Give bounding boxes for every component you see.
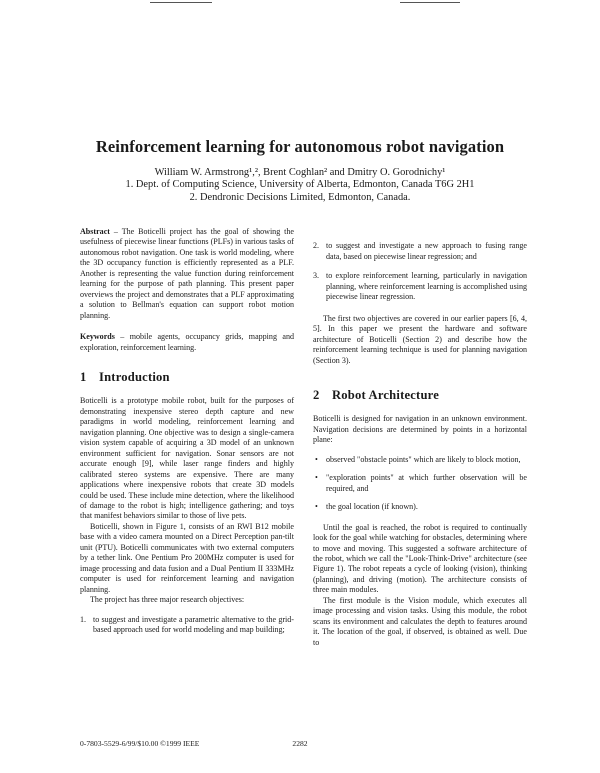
objective-text: to suggest and investigate a new approach to fusing range data, based on piecewise linear regression; and: [326, 241, 527, 261]
intro-paragraph-1: Boticelli is a prototype mobile robot, built for the purposes of demonstrating inexpensive stereo depth capture and new paradigms in world modeling, reinforcement learning and navigation planning. One objective was to design a single-camera vision system capable of acquiring a 3D model of an unknown environment sufficient for navigation. Sonar sensors are not accurate enough [9], while laser range finders and highly calibrated stereo systems are expensive. There are many applications where inexpensive robots that create 3D models could be used. These include mine detection, where the likelihood of damage to the robot is high; intelligence gathering; and toys that manifest behaviors similar to those of live pets.: [80, 396, 294, 521]
objective-number: 2.: [313, 241, 320, 251]
keywords-label: Keywords: [80, 332, 115, 342]
objective-number: 3.: [313, 271, 320, 281]
objective-number: 1.: [80, 614, 87, 624]
section-title: Robot Architecture: [332, 387, 440, 402]
objective-text: to explore reinforcement learning, particularly in navigation planning, where reinforcement learning is accomplished using piecewise linear regression.: [326, 271, 527, 302]
top-rule-left: [150, 2, 212, 3]
bullet-text: "exploration points" at which further observation will be required, and: [326, 473, 527, 493]
bullet-item: [313, 473, 527, 494]
top-rule-right: [400, 2, 460, 3]
abstract: [80, 227, 294, 321]
abstract-text: – The Boticelli project has the goal of showing the usefulness of piecewise linear functions (PLFs) in various tasks of autonomous robot navigation. One task is world modeling, where the 3D occupancy function is efficiently represented as a PLF. Another is representing the value function during reinforcement learning for the purpose of path planning. This present paper overviews the project and demonstrates that a PLF approximating a solution to Bellman's equation can support robot motion planning.: [80, 227, 294, 320]
objective-item: [80, 615, 294, 636]
right-column: [313, 225, 527, 648]
intro-paragraph-3: The project has three major research objectives:: [90, 595, 245, 605]
objective-item: [313, 241, 527, 262]
affiliation-1: 1. Dept. of Computing Science, University of Alberta, Edmonton, Canada T6G 2H1: [125, 179, 475, 191]
section-heading-robot-architecture: [313, 387, 527, 402]
section-number: 2: [313, 387, 320, 402]
intro-paragraph-4: The first two objectives are covered in our earlier papers [6, 4, 5]. In this paper we present the hardware and software architecture of Boticelli (Section 2) and describe how the reinforcement learning technique is used for planning navigation (Section 3).: [313, 313, 527, 365]
bullet-icon: •: [315, 454, 318, 464]
bullet-text: the goal location (if known).: [326, 502, 418, 512]
author-names: William W. Armstrong¹,², Brent Coghlan² and Dmitry O. Gorodnichy¹: [154, 167, 446, 178]
objective-item: [313, 271, 527, 302]
copyright-notice: 0-7803-5529-6/99/$10.00 ©1999 IEEE: [80, 739, 200, 748]
affiliation-2: 2. Dendronic Decisions Limited, Edmonton, Canada.: [189, 191, 411, 203]
paper-title: Reinforcement learning for autonomous robot navigation: [95, 137, 505, 156]
bullet-item: [313, 455, 527, 465]
bullet-icon: •: [315, 502, 318, 512]
arch-paragraph-2: Until the goal is reached, the robot is required to continually look for the goal while watching for obstacles, determining where to move and moving. This suggested a software architecture of the robot, which we call the "Look-Think-Drive" architecture (see Figure 1). The robot repeats a cycle of looking (vision), thinking (planning), and driving (motion). The architecture consists of three main modules.: [313, 522, 527, 595]
left-column: [80, 227, 294, 644]
section-heading-introduction: [80, 369, 294, 384]
bullet-icon: •: [315, 473, 318, 483]
objective-text: to suggest and investigate a parametric alternative to the grid-based approach used for world modeling and map building;: [93, 614, 294, 634]
bullet-item: [313, 502, 527, 512]
keywords: [80, 332, 294, 353]
section-number: 1: [80, 369, 87, 384]
keywords-text: – mobile agents, occupancy grids, mapping and exploration, reinforcement learning.: [80, 332, 294, 352]
arch-paragraph-1: Boticelli is designed for navigation in an unknown environment. Navigation decisions are determined by points in a horizontal plane:: [313, 414, 527, 445]
objective-continuation: [313, 225, 527, 235]
section-title: Introduction: [99, 369, 170, 384]
abstract-label: Abstract: [80, 227, 110, 236]
intro-paragraph-2: Boticelli, shown in Figure 1, consists of an RWI B12 mobile base with a video camera mounted on a Direct Perception pan-tilt unit (PTU). Boticelli communicates with two external computers by a tether link. One Pentium Pro 200MHz computer is used for image processing and data fusion and a Dual Pentium II 333MHz computer is used for reinforcement learning and navigation planning.: [80, 521, 294, 594]
arch-paragraph-3: The first module is the Vision module, which executes all image processing and vision tasks. Using this module, the robot scans its environment and calculates the depth to features around it. The location of the goal, if observed, is obtained as well. Due to: [313, 595, 527, 647]
page-number: 2282: [292, 739, 308, 748]
author-block: [0, 167, 600, 204]
bullet-text: observed "obstacle points" which are likely to block motion,: [326, 454, 521, 464]
